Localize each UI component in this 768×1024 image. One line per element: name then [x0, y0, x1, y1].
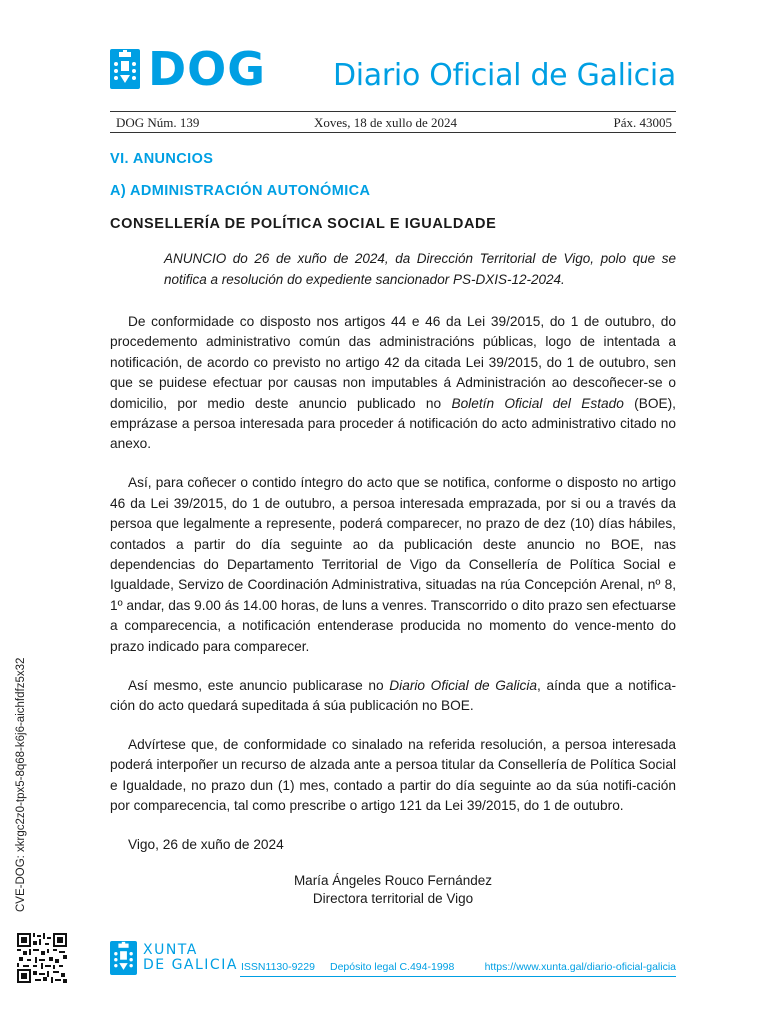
- paragraph-3: [110, 676, 676, 717]
- xunta-line-1: XUNTA: [143, 942, 198, 958]
- xunta-logo: [110, 941, 238, 975]
- document-body: [110, 312, 676, 855]
- header-rule-bottom: [110, 132, 676, 133]
- dog-title-ref: Diario Oficial de Galicia: [389, 677, 538, 693]
- place-date: Vigo, 26 de xuño de 2024: [128, 836, 284, 852]
- xunta-line-2: DE GALICIA: [143, 957, 238, 973]
- signatory-role: Directora territorial de Vigo: [312, 891, 474, 906]
- paragraph-1-text-a: De conformidade co disposto nos artigos 44 e 46 da Lei 39/2015, do 1 de outubro, do procedemento administrativo común das administracións públicas, logo de intentada a notificación, de acordo co previsto no artigo 42 da citada Lei 39/2015, do 1 de outubro, sen que se puidese efectuar por causas non imputables á Administración ao descoñecer-se o domicilio, por medio deste anuncio publicado no: [110, 314, 676, 411]
- xunta-logo-text: [143, 943, 238, 973]
- paragraph-1-text-b: (BOE), emprázase a persoa interesada para proceder á notificación do acto administrativo citado no anexo.: [110, 395, 676, 452]
- issn: ISSN1130-9229: [241, 961, 315, 973]
- header-rule-top: [110, 111, 676, 112]
- section-heading: VI. ANUNCIOS: [110, 151, 214, 167]
- boe-title: Boletín Oficial del Estado: [451, 395, 624, 411]
- signature-block: [110, 872, 676, 908]
- issue-date: Xoves, 18 de xullo de 2024: [314, 115, 457, 130]
- cve-code: CVE-DOG: xkrgc2z0-tpx5-8q68-k6j6-aichfdfz5x32: [15, 657, 27, 912]
- subsection-heading: A) ADMINISTRACIÓN AUTONÓMICA: [110, 183, 371, 199]
- dog-logo-text: DOG: [148, 42, 267, 96]
- signatory-name: María Ángeles Rouco Fernández: [293, 873, 493, 888]
- footer-rule: [240, 976, 676, 977]
- paragraph-3-text-a: Así mesmo, este anuncio publicarase no: [128, 677, 390, 693]
- paragraph-3-text-b: , aínda que a notifica-ción do acto quedará supeditada á súa publicación no BOE.: [110, 677, 677, 713]
- legal-deposit: Depósito legal C.494-1998: [330, 961, 455, 973]
- page-number: Páx. 43005: [613, 115, 672, 130]
- paragraph-4: Advírtese que, de conformidade co sinalado na referida resolución, a persoa interesada poderá interpoñer un recurso de alzada ante a persoa titular da Consellería de Política Social e Igualdade, no prazo dun (1) mes, contado a partir do día seguinte ao da súa notifi-cación por comparecencia, tal como prescribe o artigo 121 da Lei 39/2015, do 1 de outubro.: [110, 736, 676, 814]
- footer-url-link[interactable]: https://www.xunta.gal/diario-oficial-galicia: [484, 961, 676, 973]
- department-heading: CONSELLERÍA DE POLÍTICA SOCIAL E IGUALDADE: [110, 216, 497, 232]
- qr-code-icon: [17, 933, 67, 983]
- paragraph-2: Así, para coñecer o contido íntegro do acto que se notifica, conforme o disposto no artigo 46 da Lei 39/2015, do 1 de outubro, a persoa interesada emprazada, por si ou a través da persoa que legalmente a represente, poderá comparecer, no prazo de dez (10) días hábiles, contados a partir do día seguinte ao da publicación deste anuncio no BOE, nas dependencias do Departamento Territorial de Vigo da Consellería de Política Social e Igualdade, Servizo de Coordinación Administrativa, situadas na rúa Concepción Arenal, nº 8, 1º andar, das 9.00 ás 14.00 horas, de luns a venres. Transcorrido o dito prazo sen efectuarse a comparecencia, a notificación entenderase producida no momento do vence-mento do prazo indicado para comparecer.: [110, 475, 676, 654]
- issue-number: DOG Núm. 139: [116, 115, 200, 130]
- dog-logo: [110, 42, 267, 96]
- galicia-shield-icon: [110, 49, 140, 89]
- announcement-title: ANUNCIO do 26 de xuño de 2024, da Dirección Territorial de Vigo, polo que se notifica a resolución do expediente sancionador PS-DXIS-12-2024.: [164, 251, 676, 287]
- galicia-shield-icon: [110, 941, 137, 975]
- paragraph-1: [110, 312, 676, 455]
- publication-title: Diario Oficial de Galicia: [332, 58, 676, 93]
